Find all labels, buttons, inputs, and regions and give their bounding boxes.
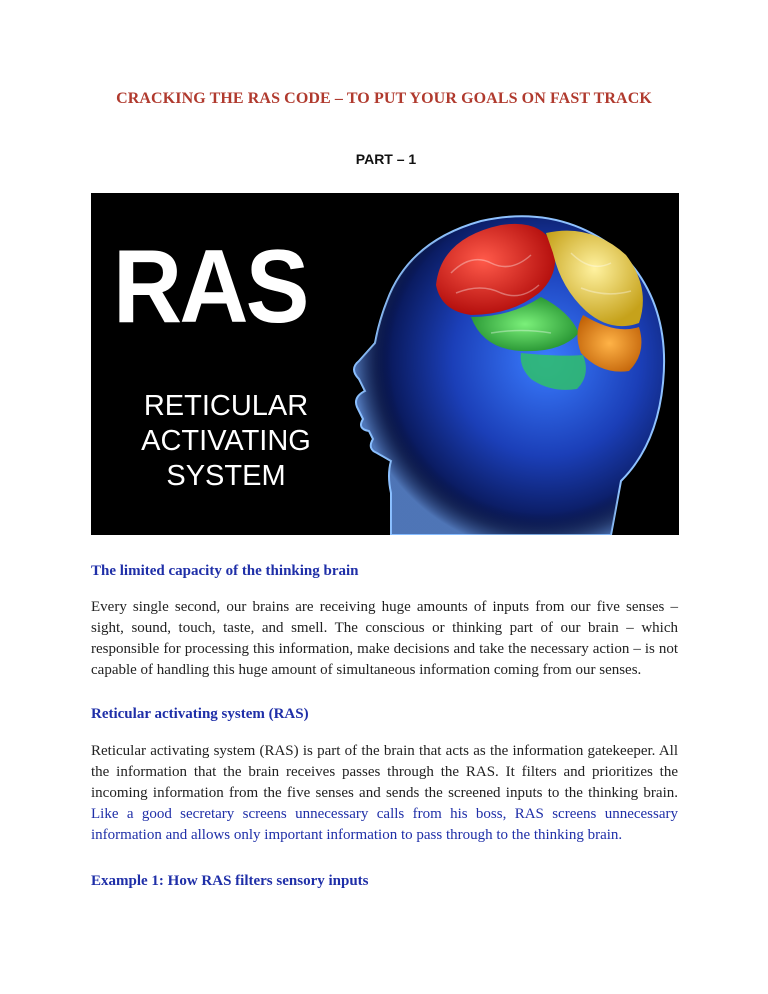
ras-paragraph-text: Reticular activating system (RAS) is part of the brain that acts as the information gatekeeper. All the information that the brain receives passes through the RAS. It filters and prioritizes the incoming information from the five senses and sends the screened inputs to the thinking brain. (91, 743, 678, 801)
section-paragraph-ras (91, 741, 678, 846)
section-heading-ras: Reticular activating system (RAS) (91, 706, 309, 722)
hero-subtitle-line-2: ACTIVATING (141, 425, 311, 457)
document-title: CRACKING THE RAS CODE – TO PUT YOUR GOALS ON FAST TRACK (116, 90, 652, 107)
ras-paragraph-highlight: Like a good secretary screens unnecessary calls from his boss, RAS screens unnecessary information and allows only important information to pass through to the thinking brain. (91, 806, 678, 843)
section-heading-example-1: Example 1: How RAS filters sensory inputs (91, 873, 369, 889)
hero-ras-text: RAS (113, 229, 307, 345)
hero-subtitle-line-1: RETICULAR (143, 390, 309, 422)
part-label: PART – 1 (355, 151, 417, 167)
hero-subtitle (131, 389, 321, 494)
section-heading-limited-capacity: The limited capacity of the thinking brain (91, 563, 359, 579)
hero-subtitle-line-3: SYSTEM (166, 460, 286, 492)
section-paragraph-limited-capacity: Every single second, our brains are receiving huge amounts of inputs from our five senses – sight, sound, touch, taste, and smell. The conscious or thinking part of our brain – which responsible for processing this information, make decisions and take the necessary action – is not capable of handling this huge amount of simultaneous information coming from our senses. (91, 599, 678, 678)
hero-image (91, 193, 679, 535)
